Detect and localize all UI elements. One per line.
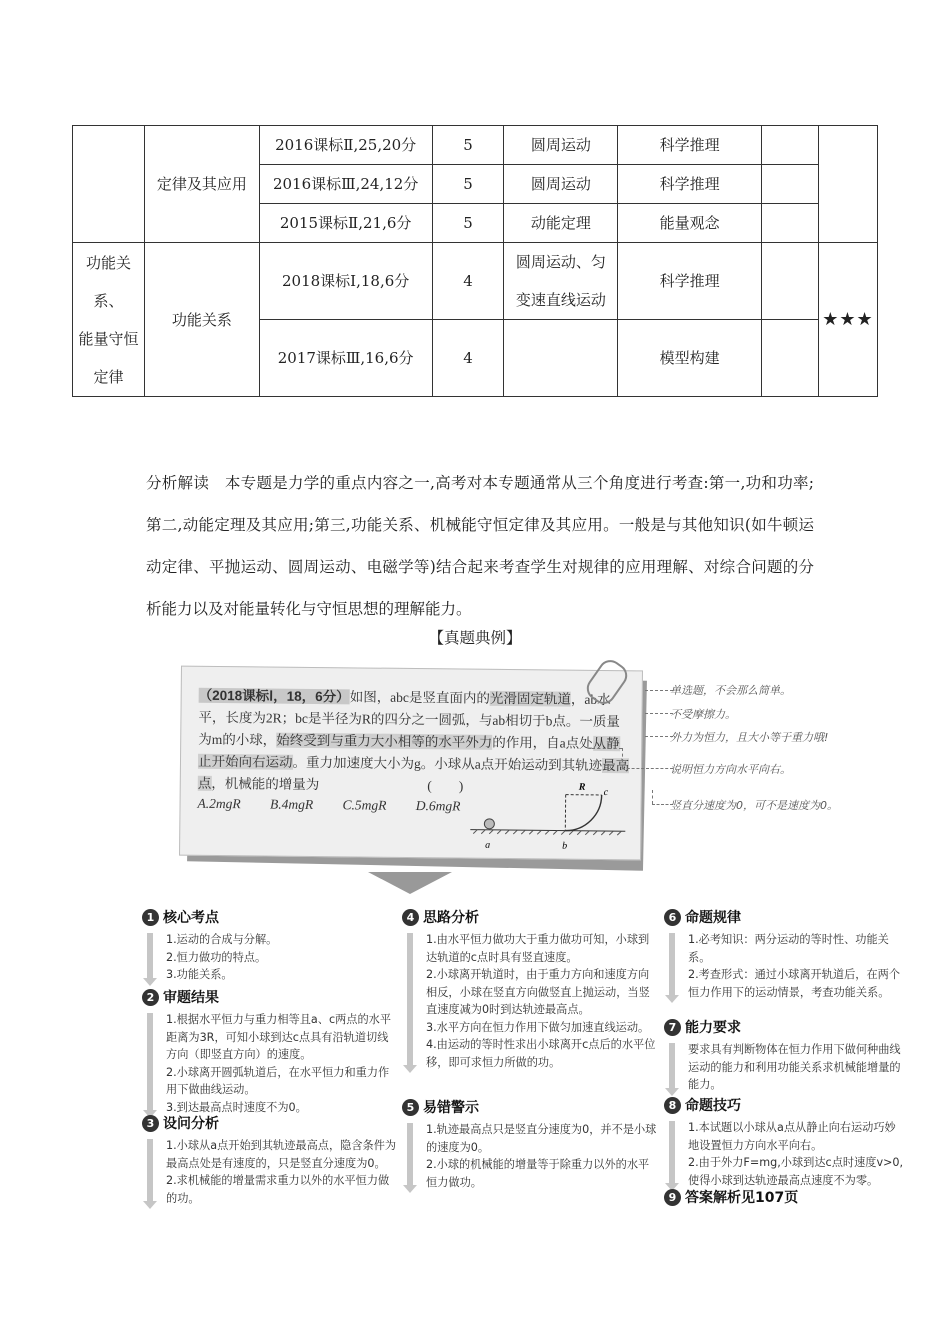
table-cell-empty: [762, 204, 819, 243]
difficulty-cell: 5: [432, 165, 504, 204]
question-card: [179, 666, 643, 861]
option-c: C.5mgR: [342, 797, 387, 813]
literacy-cell: 科学推理: [618, 165, 762, 204]
source-cell: 2016课标Ⅱ,25,20分: [259, 126, 432, 165]
group-main-label: 功能关 系、 能量守恒 定律: [73, 243, 145, 397]
literacy-cell: 科学推理: [618, 243, 762, 320]
source-cell: 2017课标Ⅲ,16,6分: [259, 320, 432, 397]
svg-text:R: R: [578, 781, 586, 793]
highlight: 最高点: [197, 758, 630, 791]
section-core-points: 1 核心考点 1.运动的合成与分解。 2.恒力做功的特点。 3.功能关系。: [142, 908, 397, 984]
topic-cell: 圆周运动: [504, 126, 618, 165]
callout-line: [622, 748, 623, 768]
highlight: 从静止开始向右运动: [197, 735, 620, 770]
callout-line: [622, 768, 673, 769]
section-ability: 7 能力要求 要求具有判断物体在恒力作用下做何种曲线运动的能力和利用功能关系求机械能增量的能力。: [664, 1018, 904, 1094]
note: 外力为恒力，且大小等于重力哦!: [670, 731, 829, 744]
literacy-cell: 能量观念: [618, 204, 762, 243]
table-row: [73, 126, 878, 165]
section-question-analysis: 3 设问分析 1.小球从a点开始到其轨迹最高点，隐含条件为最高点处是有速度的，只是竖直分速度为0。 2.求机械能的增量需求重力以外的水平恒力做的功。: [142, 1114, 397, 1207]
question-tag: （2018课标Ⅰ，18，6分）: [198, 687, 350, 705]
section-techniques: 8 命题技巧 1.本试题以小球从a点从静止向右运动巧妙地设置恒力方向水平向右。 2.由于外力F=mg,小球到达c点时速度v>0,使得小球到达轨迹最高点速度不为零。: [664, 1096, 904, 1189]
table-cell-empty: [818, 126, 877, 243]
topic-cell: 动能定理: [504, 204, 618, 243]
difficulty-cell: 5: [432, 126, 504, 165]
section-warnings: 5 易错警示 1.轨迹最高点只是竖直分速度为0，并不是小球的速度为0。 2.小球的机械能的增量等于除重力以外的水平恒力做功。: [402, 1098, 657, 1191]
literacy-cell: 模型构建: [618, 320, 762, 397]
table-cell-empty: [762, 126, 819, 165]
difficulty-cell: 4: [432, 243, 504, 320]
svg-text:c: c: [603, 787, 609, 799]
section-answer-ref: 9 答案解析见107页: [664, 1188, 904, 1211]
group-sub-label: 定律及其应用: [144, 126, 259, 243]
ball: [484, 819, 494, 829]
callout-line: [592, 748, 622, 749]
answer-blank: ( ): [427, 778, 464, 794]
difficulty-cell: 4: [432, 320, 504, 397]
arc-track: [565, 795, 601, 831]
section-reading-results: 2 审题结果 1.根据水平恒力与重力相等且a、c两点的水平距离为3R，可知小球到达c点具有沿轨道切线方向（即竖直方向）的速度。 2.小球离开圆弧轨道后，在水平恒力和重力作用下做曲线运动。 3.到达最高点时速度不为0。: [142, 988, 397, 1116]
topic-cell: 圆周运动、匀 变速直线运动: [504, 243, 618, 320]
table-cell-empty: [762, 243, 819, 320]
svg-text:b: b: [562, 840, 568, 852]
literacy-cell: 科学推理: [618, 126, 762, 165]
section-rules: 6 命题规律 1.必考知识：两分运动的等时性、功能关系。 2.考查形式：通过小球离开轨道后，在两个恒力作用下的运动情景，考查功能关系。: [664, 908, 904, 1001]
topic-cell: 圆周运动: [504, 165, 618, 204]
callout-line: [652, 790, 653, 804]
table-cell-empty: [762, 165, 819, 204]
option-a: A.2mgR: [197, 795, 241, 812]
answer-options: [197, 793, 486, 818]
note: 说明恒力方向水平向右。: [670, 763, 791, 776]
option-d: D.6mgR: [415, 798, 461, 814]
table-cell-empty: [73, 126, 145, 243]
difficulty-stars: ★★★: [818, 243, 877, 397]
down-arrow-icon: [368, 872, 452, 894]
section-thinking: 4 思路分析 1.由水平恒力做功大于重力做功可知，小球到达轨道的c点时具有竖直速度。 2.小球离开轨道时，由于重力方向和速度方向相反，小球在竖直方向做竖直上抛运动，当竖直速度减为0时到达轨迹最高点。 3.水平方向在恒力作用下做匀加速直线运动。 4.由运动的等时性求出小球离开c点后的水平位移，即可求恒力所做的功。: [402, 908, 657, 1071]
example-heading: 【真题典例】: [428, 629, 522, 647]
source-cell: 2015课标Ⅱ,21,6分: [259, 204, 432, 243]
analysis-paragraph: 分析解读 本专题是力学的重点内容之一,高考对本专题通常从三个角度进行考查:第一,功和功率;第二,动能定理及其应用;第三,功能关系、机械能守恒定律及其应用。一般是与其他知识(如牛顿运动定律、平抛运动、圆周运动、电磁学等)结合起来考查学生对规律的应用理解、对综合问题的分析能力以及对能量转化与守恒思想的理解能力。: [146, 474, 814, 618]
callout-line: [645, 690, 673, 691]
ground-line: [470, 830, 625, 832]
exam-table: [72, 125, 878, 397]
note: 竖直分速度为0，可不是速度为0。: [670, 799, 838, 812]
question-text: （2018课标Ⅰ，18，6分）如图，abc是竖直面内的光滑固定轨道，ab水平，长度为2R；bc是半径为R的四分之一圆弧，与ab相切于b点。一质量为m的小球，始终受到与重力大小相等的水平外力的作用，自a点处从静止开始向右运动。重力加速度大小为g。小球从a点开始运动到其轨迹最高点，机械能的增量为 ( ): [197, 687, 630, 794]
track-figure: [465, 764, 636, 856]
group-sub-label: 功能关系: [144, 243, 259, 397]
highlight: 光滑固定轨道: [489, 690, 572, 707]
note: 不受摩擦力。: [670, 708, 736, 721]
topic-cell: [504, 320, 618, 397]
highlight: 始终受到与重力大小相等的水平外力: [276, 732, 493, 750]
table-cell-empty: [762, 320, 819, 397]
callout-line: [645, 736, 673, 737]
table-row: [73, 243, 878, 320]
svg-text:a: a: [485, 839, 491, 851]
source-cell: 2018课标Ⅰ,18,6分: [259, 243, 432, 320]
callout-line: [645, 713, 673, 714]
difficulty-cell: 5: [432, 204, 504, 243]
note: 单选题，不会那么简单。: [670, 684, 791, 697]
option-b: B.4mgR: [269, 796, 314, 812]
source-cell: 2016课标Ⅲ,24,12分: [259, 165, 432, 204]
